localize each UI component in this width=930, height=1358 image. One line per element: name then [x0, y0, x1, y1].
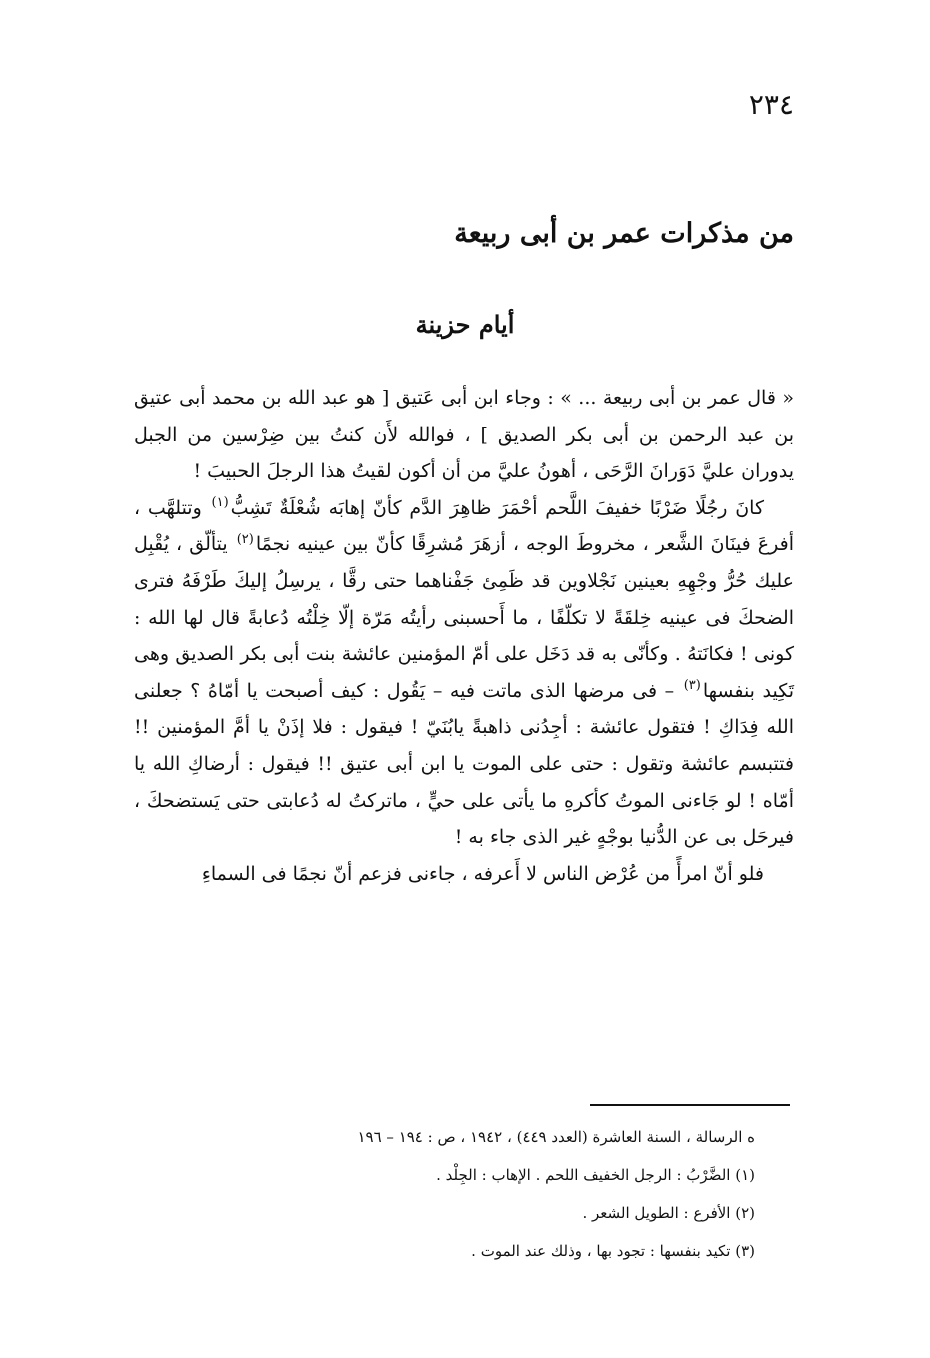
page-number: ٢٣٤	[748, 88, 794, 121]
paragraph-2-part-2: وتتلهَّب ، أفرعَ فينَانَ الشَّعر ، مخروطَ الوجه ، أزهَرَ مُشرِقًا كأنّ بين عينيه نجمًا	[134, 496, 794, 556]
footnote-ref-1: (١)	[211, 495, 229, 511]
footnote-1: (١) الضَّرْبُ : الرجل الخفيف اللحم . الإهاب : الجِلْد .	[436, 1166, 755, 1184]
paragraph-2	[134, 490, 794, 856]
footnote-3: (٣) تكيد بنفسها : تجود بها ، وذلك عند الموت .	[471, 1242, 755, 1260]
body-text	[134, 380, 794, 892]
paragraph-2-part-4: – فى مرضها الذى ماتت فيه – يَقُول : كيف أصبحت يا أمّاهُ ؟ جعلنى الله فِدَاكِ ! فتقول عائشة : أجِدُنى ذاهبةً يابُنَيّ ! فيقول : فلا إذَنْ يا أمَّ المؤمنين !! فتتبسم عائشة وتقول : حتى على الموت يا ابن أبى عتيق !! فيقول : أرضاكِ الله يا أمّاه ! لو جَاءنى الموتُ كأكرهِ ما يأتى على حيٍّ ، ماتركتُ له دُعابتى حتى يَستضحكَ ، فيرحَل بى عن الدُّنيا بوجْهٍ غير الذى جاء به !	[134, 679, 794, 849]
paragraph-3: فلو أنّ امرأً من عُرْض الناس لا أَعرفه ، جاءنى فزعم أنّ نجمًا فى السماءِ	[201, 862, 764, 885]
footnote-divider	[590, 1104, 790, 1106]
series-title: من مذكرات عمر بن أبى ربيعة	[454, 218, 794, 249]
paragraph-2-part-1: كانَ رجُلًا ضَرْبًا خفيفَ اللَّحم أحْمَرَ ظاهِرَ الدَّم كأنّ إهابَه شُعْلَةٌ تَشِبُّ	[230, 496, 764, 519]
chapter-title: أيام حزينة	[415, 310, 515, 339]
paragraph-1: « قال عمر بن أبى ربيعة ... » : وجاء ابن أبى عَتيق [ هو عبد الله بن محمد أبى عتيق بن عبد الرحمن بن أبى بكر الصديق ] ، فوالله لأَن كنتُ بين ضِرْسين من الجبل يدوران عليَّ دَوَرانَ الرَّحَى ، أهونُ عليَّ من أن أكون لقيتُ هذا الرجلَ الحبيبَ !	[134, 387, 794, 483]
footnote-2: (٢) الأفرع : الطويل الشعر .	[582, 1204, 755, 1222]
footnotes	[135, 1118, 755, 1270]
paragraph-2-part-3: يتألّق ، يُقْبِل عليك حُرُّ وجْهِهِ بعينين نَجْلاوين قد ظَمِئ جَفْناهما حتى رقَّا ، يرسِلُ إليكَ طَرْفَهُ فترى الضحكَ فى عينيه خِلقَةً لا تكلّفًا ، ما أَحسبنى رأيتُه مَرّة إلّا خِلْتُه دُعابةً قال لها الله : كونى ! فكانَتهُ . وكأنّى به قد دَخَل على أمّ المؤمنين عائشة بنت أبى بكر الصديق وهى تَكِيد بنفسها	[134, 533, 794, 702]
footnote-source: ه الرسالة ، السنة العاشرة (العدد ٤٤٩) ، ١٩٤٢ ، ص : ١٩٤ – ١٩٦	[357, 1128, 755, 1146]
footnote-ref-2: (٢)	[236, 532, 254, 548]
footnote-ref-3: (٣)	[683, 678, 701, 694]
